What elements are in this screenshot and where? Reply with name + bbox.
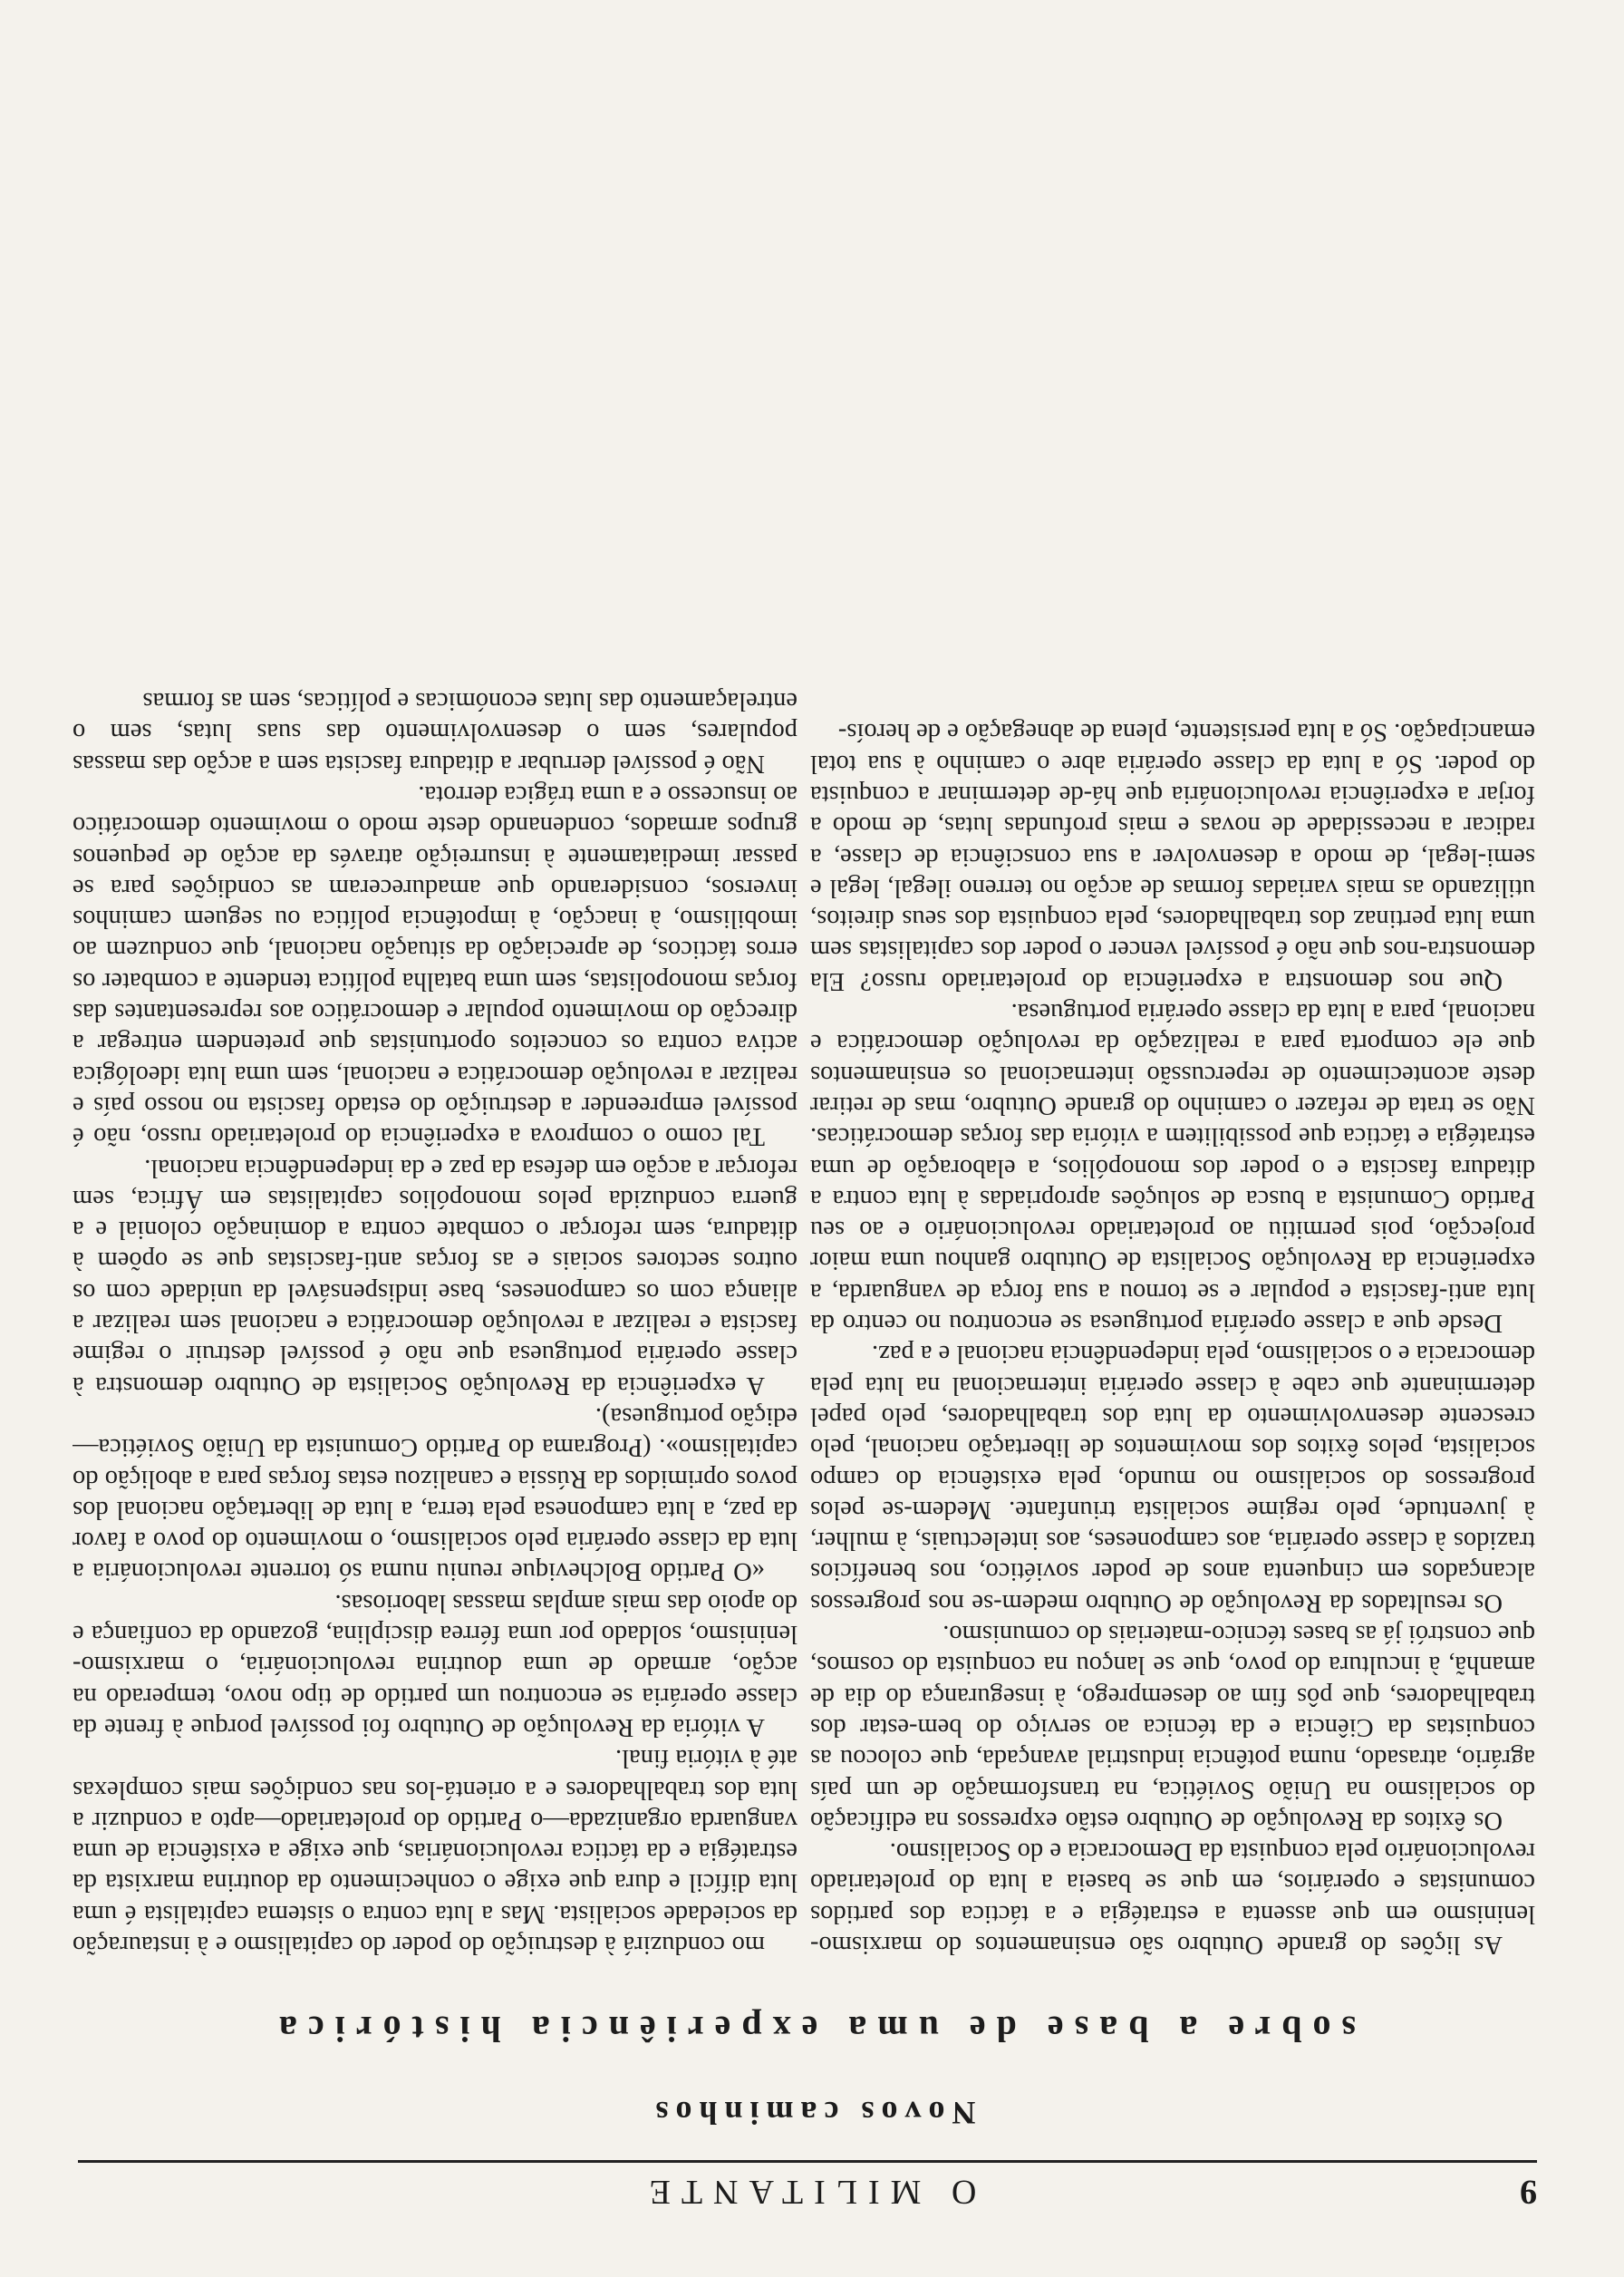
paragraph: Os resultados da Revolução de Outubro medem-se nos progressos alcançados em cinquenta anos de poder soviético, nos benefícios trazidos à classe operária, aos camponeses, aos intelectuais, à mulher, à juventude, pelo regime socialista triunfante. Medem-se pelos progressos do socialismo no mundo, pela existência do campo socialista, pelos êxitos dos movimentos de libertação nacional, pelo crescente desenvolvimento da luta dos trabalhadores, pelo papel determinante que cabe à classe operária internacional na luta pela democracia e o socialismo, pela independência nacional e a paz. bbox=[810, 1340, 1535, 1617]
article-headline: sobre a base de uma experiência histórica bbox=[267, 2009, 1357, 2049]
masthead bbox=[78, 2168, 1537, 2223]
paragraph: Não é possível derrubar a ditadura fascista sem a acção das massas populares, sem o desenvolvimento das suas lutas, sem o entrelaçamento das lutas económicas e políticas, sem as formas bbox=[72, 687, 798, 778]
paragraph: Desde que a classe operária portuguesa se encontrou no centro da luta anti-fascista e popular e se tornou a sua força de vanguarda, a experiência da Revolução Socialista de Outubro ganhou uma maior projecção, pois permitiu ao proletariado revolucionário e ao seu Partido Comunista a busca de soluções apropriadas à luta contra a ditadura fascista e o poder dos monopólios, a elaboração de uma estratégia e táctica que possibilitem a vitória das forças democráticas. Não se trata de refazer o caminho do grande Outubro, mas de retirar deste acontecimento de repercussão internacional os ensinamentos que ele comporta para a realização da revolução democrática e nacional, para a luta da classe operária portuguesa. bbox=[810, 998, 1535, 1338]
journal-title: O MILITANTE bbox=[638, 2173, 977, 2211]
paragraph: A experiência da Revolução Socialista de Outubro demonstra à classe operária portuguesa que não é possível destruir o regime fascista e realizar a revolução democrática e nacional sem realizar a aliança com os camponeses, base indispensável da unidade com os outros sectores sociais e as forças anti-fascistas que se opõem à ditadura, sem reforçar o combate contra a dominação colonial e a guerra conduzida pelos monopólios capitalistas em África, sem reforçar a acção em defesa da paz e da independência nacional. bbox=[72, 1153, 798, 1400]
paragraph: Que nos demonstra a experiência do proletariado russo? Ela demonstra-nos que não é possível vencer o poder dos capitalistas sem uma luta pertinaz dos trabalhadores, pela conquista dos seus direitos, utilizando as mais variadas formas de acção no terreno ilegal, legal e semi-legal, de modo a desenvolver a sua consciência de classe, a radicar a necessidade de novas e mais profundas lutas, de modo a forjar a experiência revolucionária que há-de determinar a conquista do poder. Só a luta da classe operária abre o caminho à sua total emancipação. Só a luta persistente, plena de abnegação e de heroís- bbox=[810, 718, 1535, 995]
header-rule bbox=[78, 2160, 1537, 2163]
article-column-left bbox=[810, 38, 1535, 1960]
paragraph: Os êxitos da Revolução de Outubro estão expressos na edificação do socialismo na União Soviética, na transformação de um país agrário, atrasado, numa potência industrial avançada, que colocou as conquistas da Ciência e da técnica ao serviço do bem-estar dos trabalhadores, que pôs fim ao desemprego, à insegurança do dia de amanhã, à incultura do povo, que se lançou na conquista do cosmos, que constrói já as bases técnico-materiais do comunismo. bbox=[810, 1620, 1535, 1835]
section-title: Novos caminhos bbox=[648, 2095, 976, 2131]
paragraph: Tal como o comprova a experiência do proletariado russo, não é possível empreender a destruição do estado fascista no nosso país e realizar a revolução democrática e nacional, sem uma luta ideológica activa contra os conceitos oportunistas que pretendem entregar a direcção do movimento popular e democrático aos representantes das forças monopolistas, sem uma batalha política tendente a combater os erros tácticos, de apreciação da situação nacional, que conduzem ao imobilismo, à inacção, à impotência política ou seguem caminhos inversos, considerando que amadureceram as condições para se passar imediatamente à insurreição através da acção de pequenos grupos armados, condenando deste modo o movimento democrático ao insucesso e a uma trágica derrota. bbox=[72, 780, 798, 1151]
paragraph: mo conduzirá à destruição do poder do capitalismo e à instauração da sociedade socialista. Mas a luta contra o sistema capitalista é uma luta difícil e dura que exige o conhecimento da doutrina marxista da estratégia e da táctica revolucionárias, que exige a existência de uma vanguarda organizada—o Partido do proletariado—apto a conduzir a luta dos trabalhadores e a orientá-los nas condições mais complexas até à vitória final. bbox=[72, 1744, 798, 1959]
paragraph: A vitória da Revolução de Outubro foi possível porque à frente da classe operária se encontrou um partido de tipo novo, temperado na acção, armado de uma doutrina revolucionária, o marxismo-leninismo, soldado por uma férrea disciplina, gozando da confiança e do apoio das mais amplas massas laboriosas. bbox=[72, 1588, 798, 1741]
article-column-right bbox=[72, 38, 798, 1960]
paragraph: As lições do grande Outubro são ensinamentos do marxismo-leninismo em que assenta a estratégia e a táctica dos partidos comunistas e operários, em que se baseia a luta do proletariado revolucionário pela conquista da Democracia e do Socialismo. bbox=[810, 1837, 1535, 1959]
paragraph: «O Partido Bolchevique reuniu numa só torrente revolucionária a luta da classe operária pelo socialismo, o movimento do povo a favor da paz, a luta camponesa pela terra, a luta de libertação nacional dos povos oprimidos da Rússia e canalizou estas forças para a abolição do capitalismo». (Programa do Partido Comunista da União Soviética—edição portuguesa). bbox=[72, 1401, 798, 1586]
page-number: 9 bbox=[1518, 2173, 1537, 2211]
